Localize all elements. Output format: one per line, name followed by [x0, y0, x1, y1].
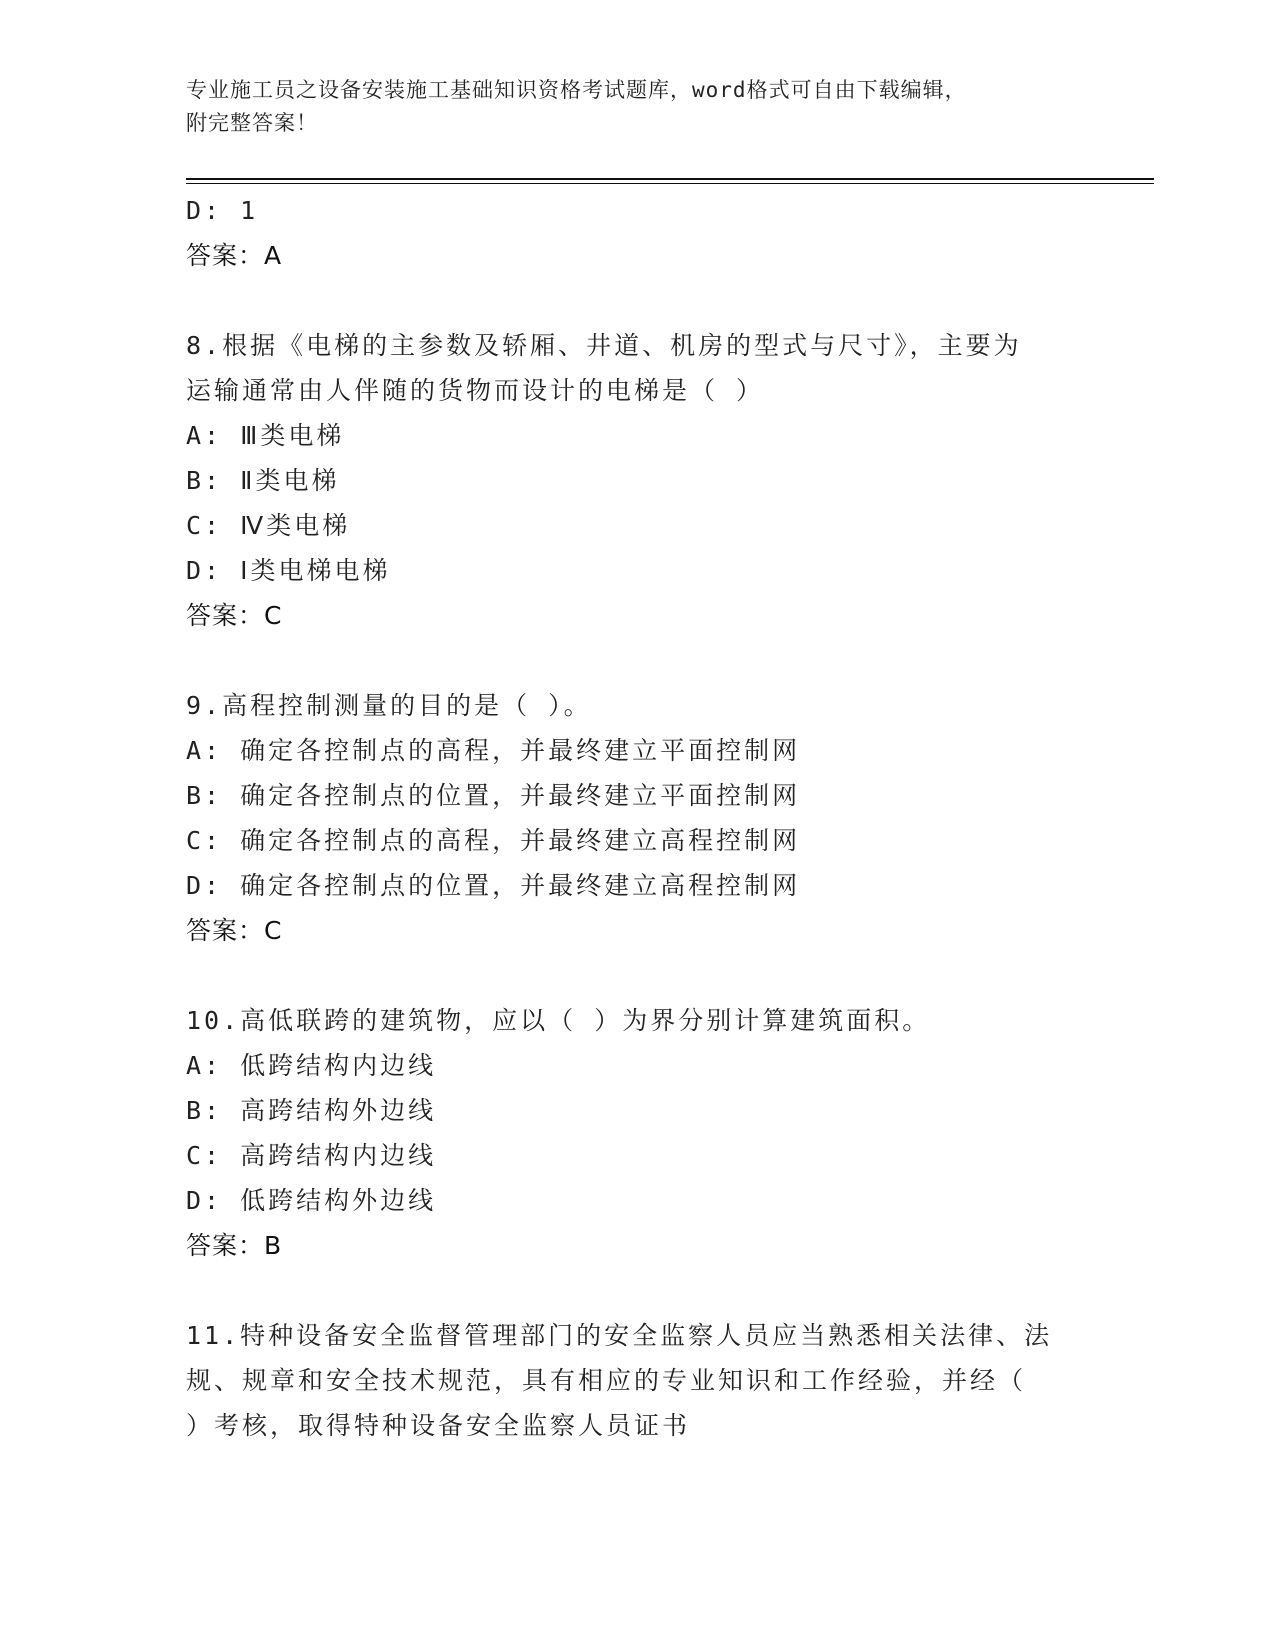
header-line-2: 附完整答案！: [186, 111, 318, 135]
question-text: ）考核，取得特种设备安全监察人员证书: [186, 1411, 691, 1440]
question-text: 规、规章和安全技术规范，具有相应的专业知识和工作经验，并经（: [186, 1366, 1027, 1395]
question-list: [186, 188, 1086, 1448]
option-a: A: Ⅲ类电梯: [186, 421, 345, 450]
option-b: B: 确定各控制点的位置，并最终建立平面控制网: [186, 781, 801, 810]
question-11: [186, 1313, 1086, 1448]
spacer: [186, 278, 1086, 323]
question-7-tail: [186, 188, 1086, 278]
header-divider-thick: [186, 178, 1154, 180]
page-header: [186, 74, 1086, 140]
option-a: A: 确定各控制点的高程，并最终建立平面控制网: [186, 736, 801, 765]
header-line-1: 专业施工员之设备安装施工基础知识资格考试题库，word格式可自由下载编辑，: [186, 78, 967, 102]
option-d: D: 确定各控制点的位置，并最终建立高程控制网: [186, 871, 801, 900]
answer-line: 答案：B: [186, 1231, 283, 1260]
question-9: [186, 683, 1086, 953]
option-b: B: 高跨结构外边线: [186, 1096, 437, 1125]
question-text: 11.特种设备安全监督管理部门的安全监察人员应当熟悉相关法律、法: [186, 1321, 1053, 1350]
answer-line: 答案：A: [186, 241, 283, 270]
answer-line: 答案：C: [186, 916, 283, 945]
option-c: C: Ⅳ类电梯: [186, 511, 351, 540]
question-text: 运输通常由人伴随的货物而设计的电梯是（ ）: [186, 376, 765, 405]
question-text: 8.根据《电梯的主参数及轿厢、井道、机房的型式与尺寸》，主要为: [186, 331, 1022, 360]
spacer: [186, 1268, 1086, 1313]
option-c: C: 确定各控制点的高程，并最终建立高程控制网: [186, 826, 801, 855]
question-text: 9.高程控制测量的目的是（ ）。: [186, 691, 592, 720]
option-d: D: Ⅰ类电梯电梯: [186, 556, 391, 585]
question-text: 10.高低联跨的建筑物，应以（ ）为界分别计算建筑面积。: [186, 1006, 931, 1035]
option-d: D: 低跨结构外边线: [186, 1186, 437, 1215]
option-a: A: 低跨结构内边线: [186, 1051, 437, 1080]
option-b: B: Ⅱ类电梯: [186, 466, 340, 495]
spacer: [186, 953, 1086, 998]
header-divider-thin: [186, 183, 1154, 184]
answer-line: 答案：C: [186, 601, 283, 630]
question-8: [186, 323, 1086, 638]
question-10: [186, 998, 1086, 1268]
option-d: D: 1: [186, 196, 259, 225]
option-c: C: 高跨结构内边线: [186, 1141, 437, 1170]
spacer: [186, 638, 1086, 683]
